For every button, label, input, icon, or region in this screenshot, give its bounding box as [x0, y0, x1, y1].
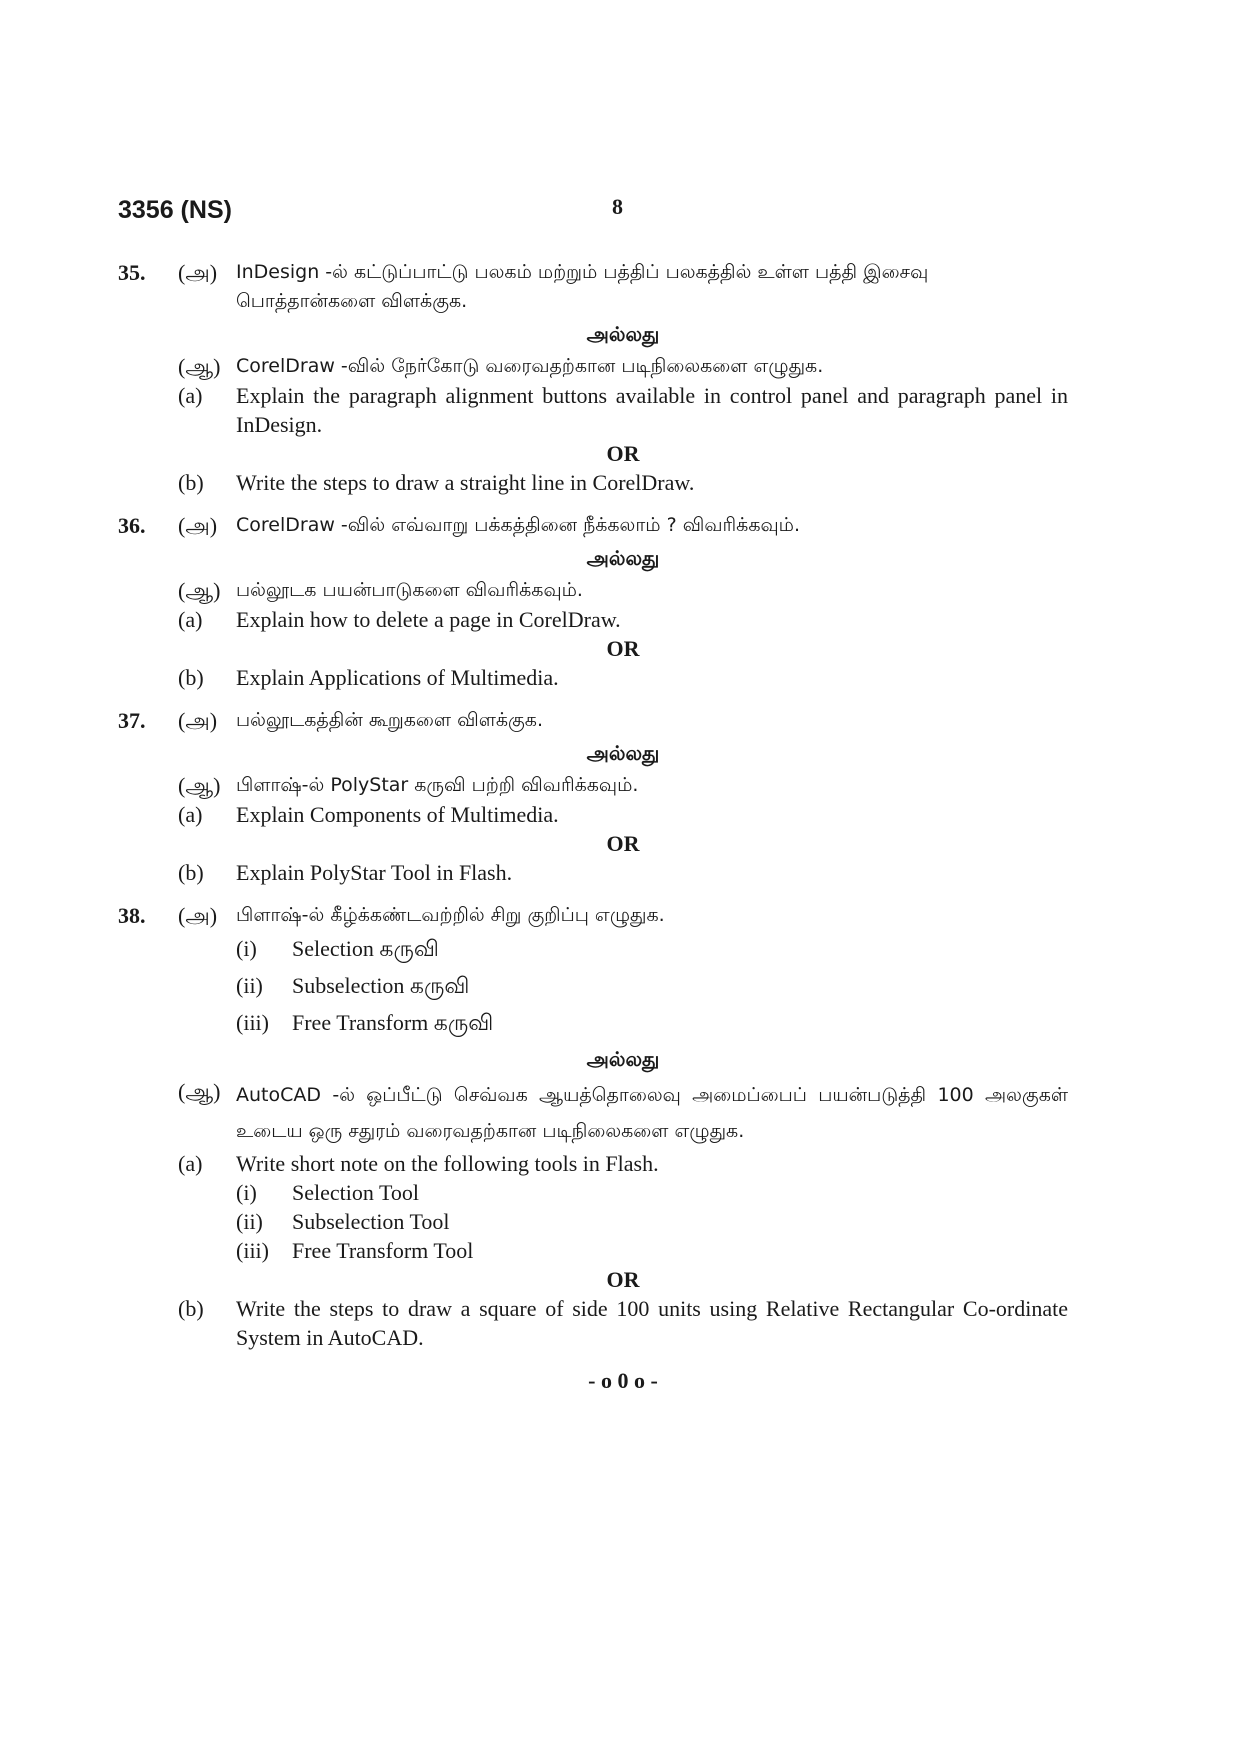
- item-text: Selection Tool: [292, 1180, 419, 1205]
- list-item: [236, 1004, 1068, 1041]
- option-label: (ஆ): [178, 578, 221, 603]
- item-text: Free Transform கருவி: [292, 1010, 494, 1035]
- option-label: (b): [178, 1296, 204, 1321]
- list-item: [118, 1236, 1068, 1265]
- or-separator: OR: [606, 831, 640, 856]
- list-item: [236, 930, 1068, 967]
- question-number: 36.: [118, 513, 146, 538]
- item-text: Selection கருவி: [292, 936, 439, 961]
- or-separator: OR: [606, 1267, 640, 1292]
- item-label: (iii): [236, 1010, 269, 1035]
- option-label: (b): [178, 470, 204, 495]
- option-text-english: Write the steps to draw a square of side 100 units using Relative Rectangular Co-ordinate System in AutoCAD.: [236, 1296, 1068, 1350]
- option-label: (ஆ): [178, 773, 221, 798]
- list-item: [236, 967, 1068, 1004]
- option-text-english: Explain Components of Multimedia.: [236, 802, 559, 827]
- option-text-english: Explain the paragraph alignment buttons available in control panel and paragraph panel in InDesign.: [236, 383, 1068, 437]
- or-separator-tamil: அல்லது: [586, 322, 660, 346]
- option-label: (b): [178, 860, 204, 885]
- option-label: (a): [178, 1151, 203, 1176]
- page-number: 8: [612, 194, 623, 219]
- option-text-english: Write short note on the following tools in Flash.: [236, 1151, 659, 1176]
- option-label: (a): [178, 607, 203, 632]
- question-number: 35.: [118, 260, 146, 285]
- option-text-tamil: பல்லூடக பயன்பாடுகளை விவரிக்கவும்.: [236, 579, 583, 601]
- option-text-tamil: CorelDraw -வில் நேர்கோடு வரைவதற்கான படிநிலைகளை எழுதுக.: [236, 355, 824, 377]
- option-label: (b): [178, 665, 204, 690]
- item-text: Subselection Tool: [292, 1209, 450, 1234]
- item-text: Free Transform Tool: [292, 1238, 474, 1263]
- option-label: (அ): [178, 260, 218, 285]
- or-separator-tamil: அல்லது: [586, 1047, 660, 1071]
- option-text-english: Explain how to delete a page in CorelDraw.: [236, 607, 621, 632]
- end-mark: - o 0 o -: [588, 1368, 658, 1393]
- or-separator: OR: [606, 441, 640, 466]
- option-text-tamil: CorelDraw -வில் எவ்வாறு பக்கத்தினை நீக்கலாம் ? விவரிக்கவும்.: [236, 514, 800, 536]
- or-separator-tamil: அல்லது: [586, 546, 660, 570]
- option-label: (a): [178, 802, 203, 827]
- item-text: Subselection கருவி: [292, 973, 470, 998]
- option-label: (அ): [178, 513, 218, 538]
- option-text-tamil: InDesign -ல் கட்டுப்பாட்டு பலகம் மற்றும் பத்திப் பலகத்தில் உள்ள பத்தி இசைவு பொத்தான்களை விளக்குக.: [236, 261, 929, 312]
- or-separator-tamil: அல்லது: [586, 741, 660, 765]
- option-label: (அ): [178, 903, 218, 928]
- option-text-tamil: பல்லூடகத்தின் கூறுகளை விளக்குக.: [236, 709, 543, 731]
- option-text-tamil: பிளாஷ்-ல் PolyStar கருவி பற்றி விவரிக்கவும்.: [236, 774, 639, 796]
- option-label: (a): [178, 383, 203, 408]
- question-number: 37.: [118, 708, 146, 733]
- item-label: (ii): [236, 1209, 263, 1234]
- question-37: [118, 706, 1068, 887]
- questions-container: [118, 258, 1068, 1395]
- option-label: (ஆ): [178, 1079, 221, 1104]
- option-text-tamil: பிளாஷ்-ல் கீழ்க்கண்டவற்றில் சிறு குறிப்பு எழுதுக.: [236, 904, 665, 926]
- question-36: [118, 511, 1068, 692]
- list-item: [118, 1178, 1068, 1207]
- question-38: [118, 901, 1068, 1352]
- option-text-english: Write the steps to draw a straight line in CorelDraw.: [236, 470, 695, 495]
- sub-items-tamil: [118, 930, 1068, 1041]
- option-text-english: Explain Applications of Multimedia.: [236, 665, 559, 690]
- item-label: (i): [236, 936, 257, 961]
- item-label: (i): [236, 1180, 257, 1205]
- item-label: (ii): [236, 973, 263, 998]
- paper-code: 3356 (NS): [118, 196, 232, 224]
- or-separator: OR: [606, 636, 640, 661]
- list-item: [118, 1207, 1068, 1236]
- option-text-tamil: AutoCAD -ல் ஒப்பீட்டு செவ்வக ஆயத்தொலைவு அமைப்பைப் பயன்படுத்தி 100 அலகுகள் உடைய ஒரு சதுரம் வரைவதற்கான படிநிலைகளை எழுதுக.: [236, 1084, 1068, 1142]
- item-label: (iii): [236, 1238, 269, 1263]
- option-text-english: Explain PolyStar Tool in Flash.: [236, 860, 513, 885]
- question-35: [118, 258, 1068, 497]
- option-label: (ஆ): [178, 354, 221, 379]
- option-label: (அ): [178, 708, 218, 733]
- question-number: 38.: [118, 903, 146, 928]
